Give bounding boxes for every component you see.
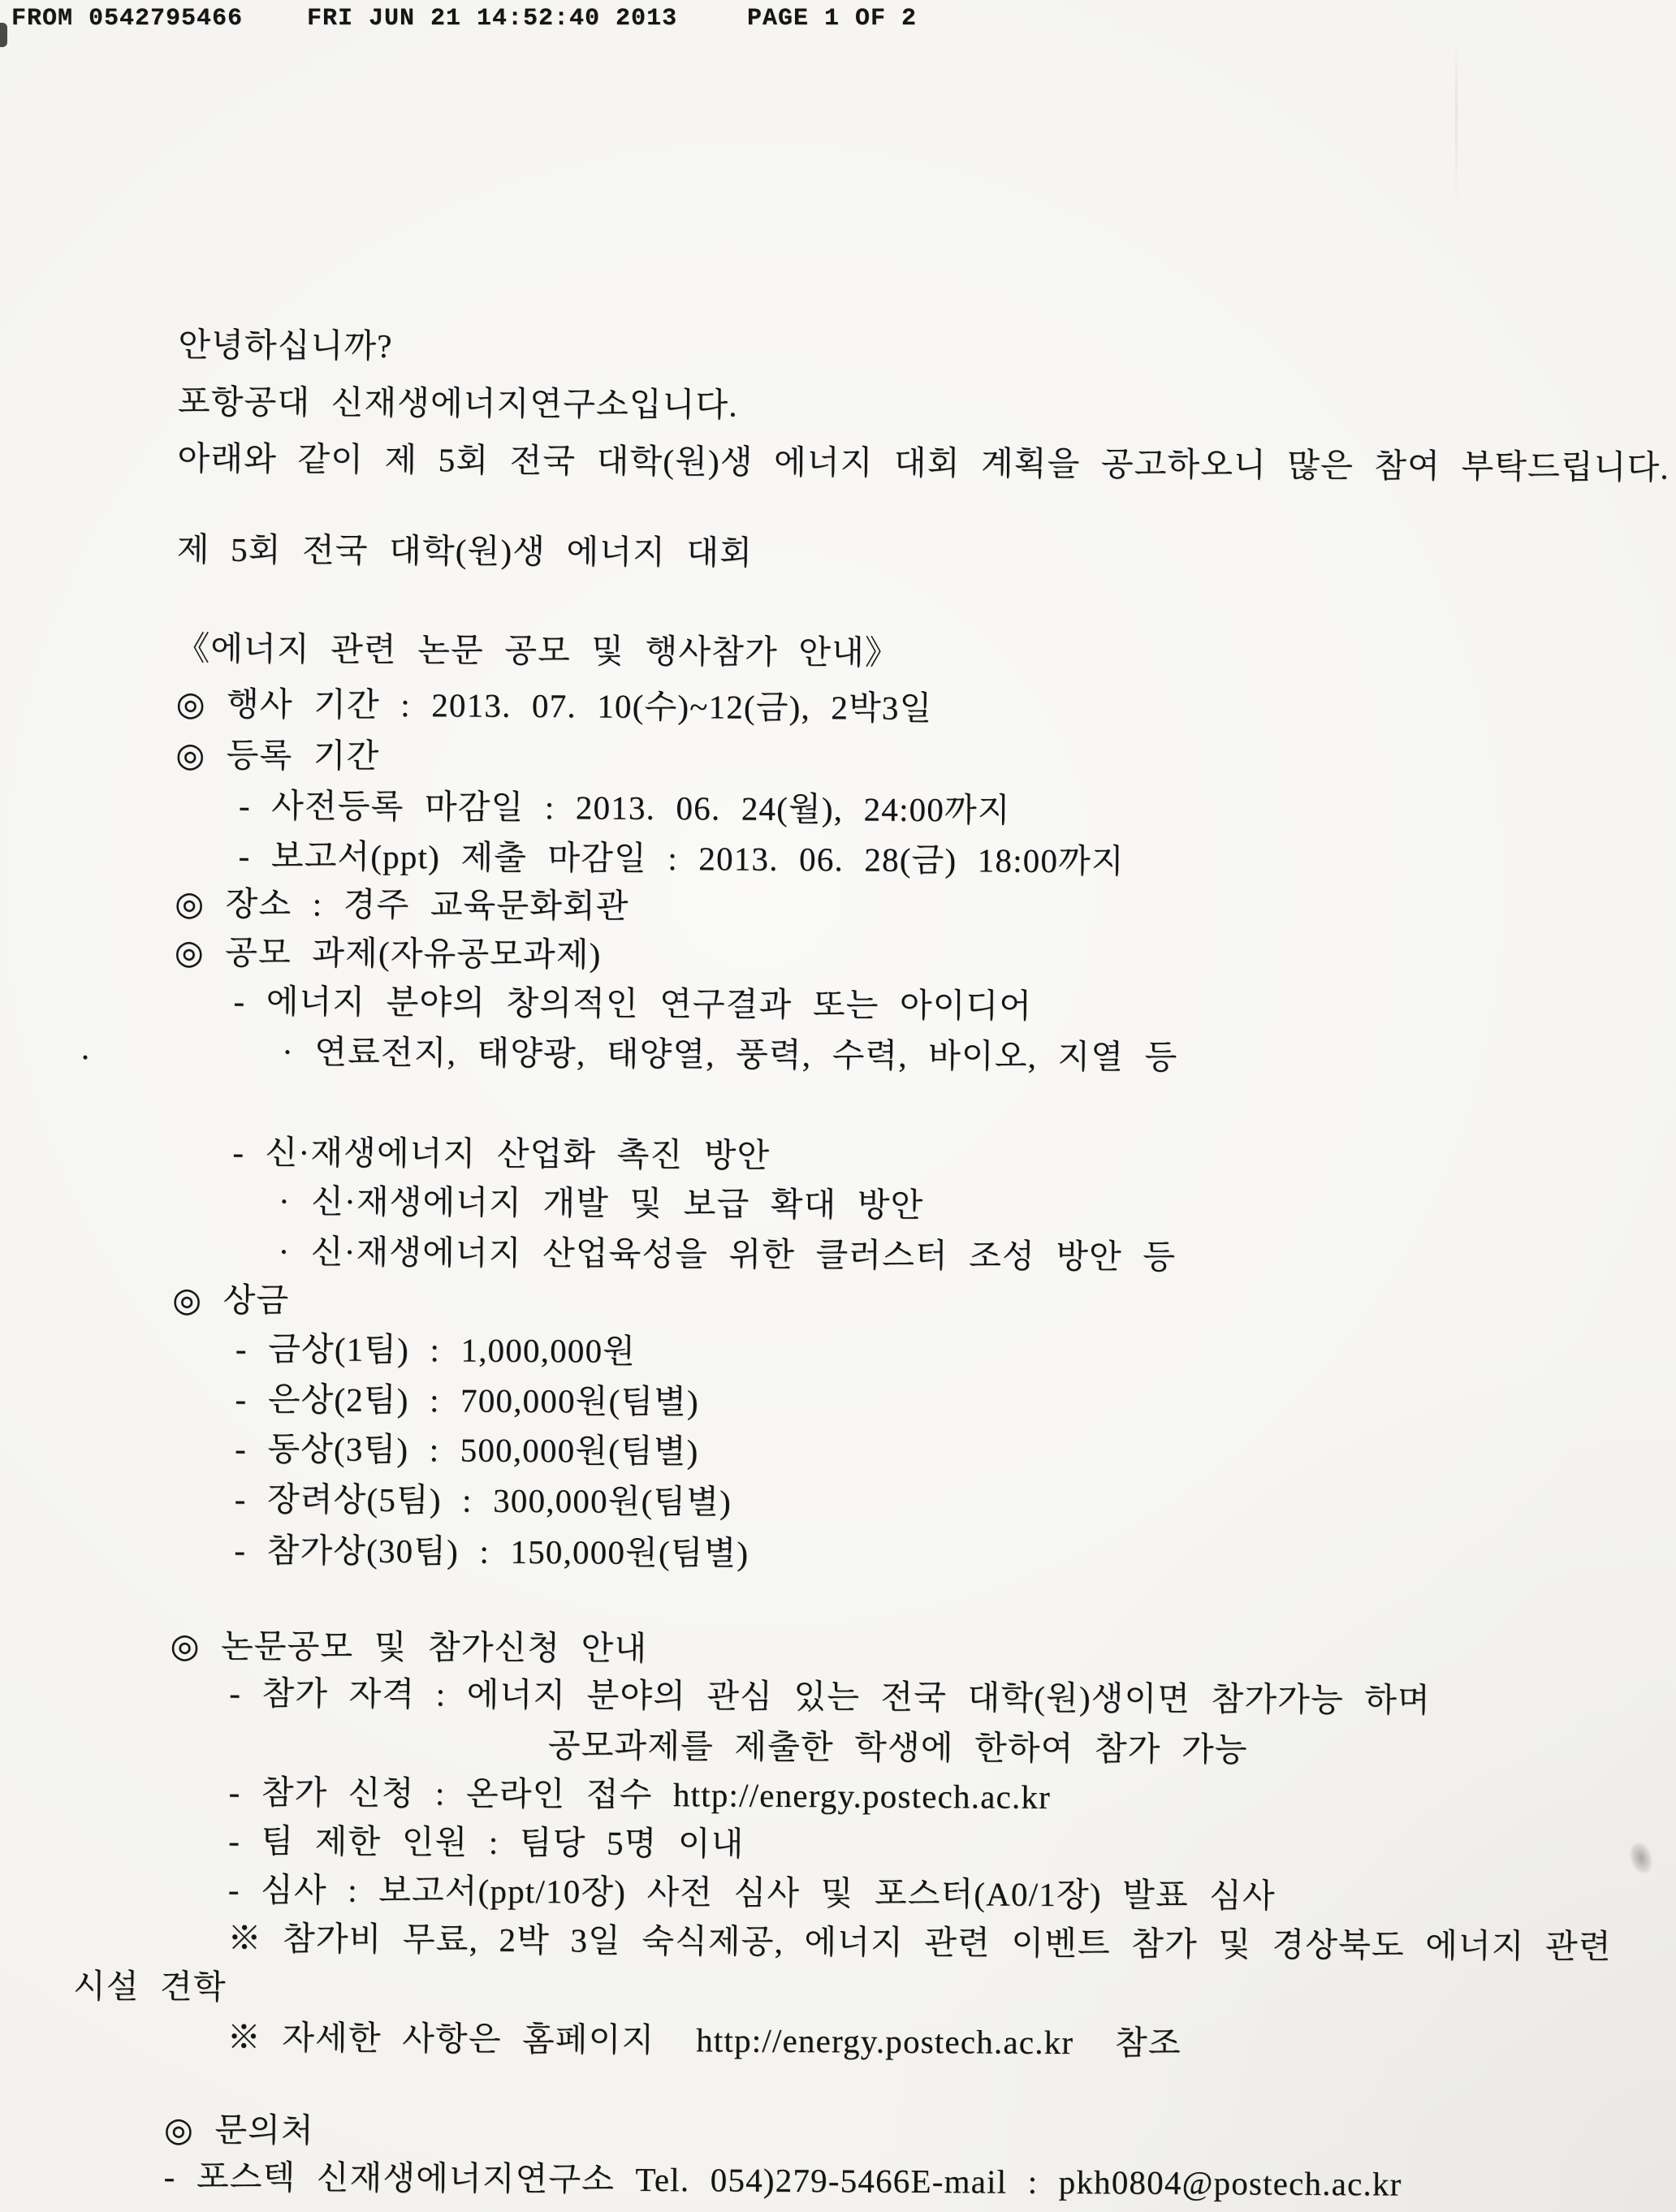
prize-gold: - 금상(1팀) : 1,000,000원 [235, 1329, 637, 1370]
topic-research-idea: - 에너지 분야의 창의적인 연구결과 또는 아이디어 [233, 982, 1033, 1025]
prize-bronze: - 동상(3팀) : 500,000원(팀별) [234, 1429, 699, 1471]
prize-encouragement: - 장려상(5팀) : 300,000원(팀별) [234, 1480, 732, 1521]
prize-participation: - 참가상(30팀) : 150,000원(팀별) [234, 1531, 749, 1572]
application-heading: ◎ 논문공모 및 참가신청 안내 [170, 1627, 648, 1667]
scan-edge-smudge [0, 23, 7, 47]
topic-examples: · 연료전지, 태양광, 태양열, 풍력, 수력, 바이오, 지열 등 [281, 1033, 1178, 1076]
greeting-line: 안녕하십니까? [178, 326, 393, 365]
pre-registration-deadline: - 사전등록 마감일 : 2013. 06. 24(월), 24:00까지 [238, 786, 1011, 829]
judging-method: - 심사 : 보고서(ppt/10장) 사전 심사 및 포스터(A0/1장) 발표 심사 [227, 1870, 1276, 1915]
prize-silver: - 은상(2팀) : 700,000원(팀별) [235, 1380, 700, 1421]
contact-info: - 포스텍 신재생에너지연구소 Tel. 054)279-5466E-mail : pkh0804@postech.ac.kr [163, 2158, 1402, 2203]
application-method: - 참가 신청 : 온라인 접수 http://energy.postech.ac.kr [228, 1773, 1052, 1816]
note-free-line-2: 시설 견학 [72, 1967, 227, 2006]
scan-streak [1455, 41, 1458, 211]
topic-industrialization: - 신·재생에너지 산업화 촉진 방안 [232, 1133, 771, 1174]
topic-sub-development: · 신·재생에너지 개발 및 보급 확대 방안 [278, 1182, 924, 1224]
report-deadline: - 보고서(ppt) 제출 마감일 : 2013. 06. 28(금) 18:00까지 [238, 836, 1125, 880]
contact-heading: ◎ 문의처 [163, 2110, 314, 2149]
fax-page-number: PAGE 1 OF 2 [747, 5, 918, 32]
venue-line: ◎ 장소 : 경주 교육문화회관 [175, 884, 629, 925]
stray-dot-mark: · [79, 1038, 93, 1076]
event-period-line: ◎ 행사 기간 : 2013. 07. 10(수)~12(금), 2박3일 [175, 685, 933, 728]
prizes-heading: ◎ 상금 [172, 1281, 290, 1320]
topics-heading: ◎ 공모 과제(자유공모과제) [174, 933, 602, 974]
eligibility-line-1: - 참가 자격 : 에너지 분야의 관심 있는 전국 대학(원)생이면 참가가능 하며 [229, 1674, 1432, 1719]
eligibility-line-2: 공모과제를 제출한 학생에 한하여 참가 가능 [547, 1726, 1248, 1769]
fax-datetime: FRI JUN 21 14:52:40 2013 [307, 5, 678, 32]
sender-line: 포항공대 신재생에너지연구소입니다. [177, 382, 738, 424]
topic-sub-cluster: · 신·재생에너지 산업육성을 위한 클러스터 조성 방안 등 [278, 1233, 1177, 1276]
fax-from: FROM 0542795466 [11, 5, 244, 32]
team-limit: - 팀 제한 인원 : 팀당 5명 이내 [228, 1821, 745, 1863]
notice-title: 《에너지 관련 논문 공모 및 행사참가 안내》 [175, 629, 900, 672]
note-free-line-1: ※ 참가비 무료, 2박 3일 숙식제공, 에너지 관련 이벤트 참가 및 경상북도 에너지 관련 [227, 1919, 1612, 1966]
note-homepage: ※ 자세한 사항은 홈페이지 http://energy.postech.ac.kr 참조 [227, 2018, 1181, 2062]
event-title: 제 5회 전국 대학(원)생 에너지 대회 [176, 530, 754, 572]
registration-heading: ◎ 등록 기간 [175, 736, 380, 775]
intro-line: 아래와 같이 제 5회 전국 대학(원)생 에너지 대회 계획을 공고하오니 많은 참여 부탁드립니다. [177, 439, 1670, 486]
